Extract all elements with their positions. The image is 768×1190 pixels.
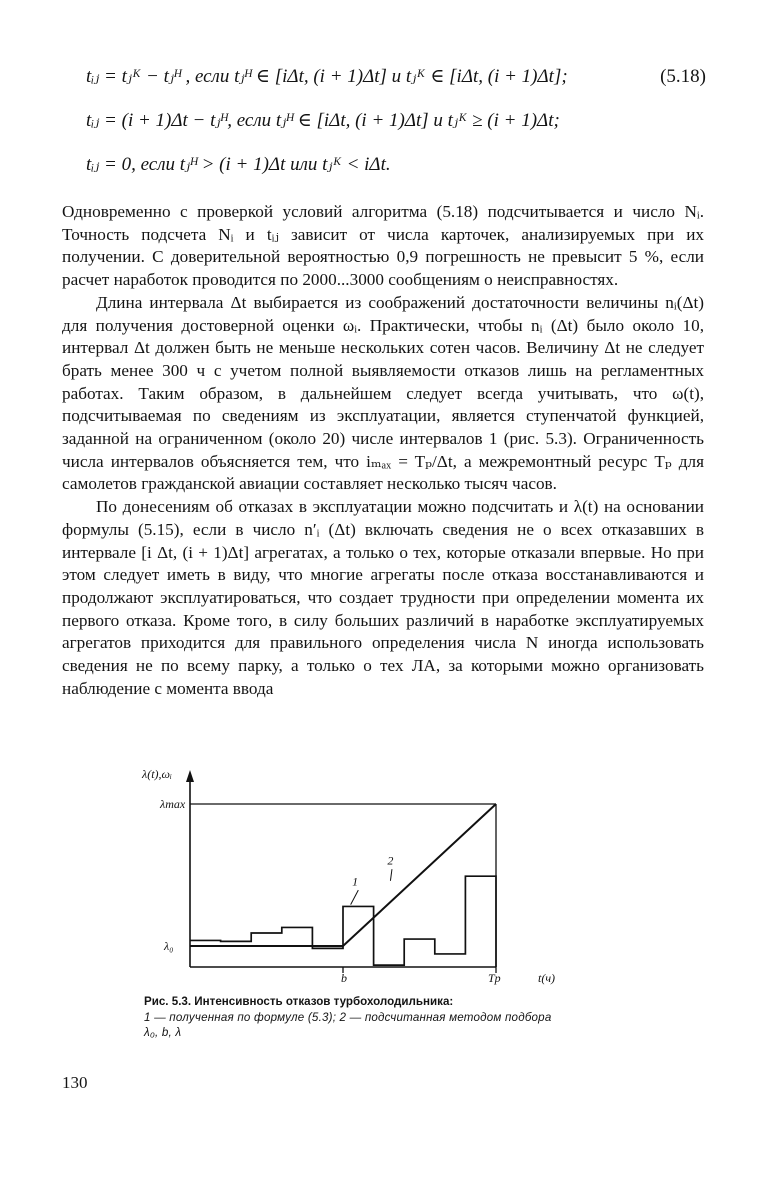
caption-legend-line: 1 — полученная по формуле (5.3); 2 — подсчитанная методом подбора [144, 1010, 552, 1024]
paragraph: Длина интервала Δt выбирается из соображений достаточности величины nᵢ(Δt) для получения достоверной оценки ωᵢ. Практически, чтобы nᵢ (Δt) было около 10, интервал Δt должен быть не меньше нескольких сотен часов. Величину Δt не следует брать менее 300 ч с учетом полной выявляемости отказов лишь на регламентных работах. Таким образом, в дальнейшем следует всегда учитывать, что ω(t), подсчитываемая по сведениям из эксплуатации, является ступенчатой функцией, заданной на ограниченном (около 20) числе интервалов 1 (рис. 5.3). Ограниченность числа интервалов объясняется тем, что iₘₐₓ = Tₚ/Δt, а межремонтный ресурс Tₚ для самолетов гражданской авиации составляет несколько тысяч часов. [62, 292, 704, 494]
curve-label-2: 2 [387, 853, 394, 868]
x-tick-label: Tp [488, 971, 501, 985]
equation-number: (5.18) [660, 66, 706, 87]
formula-row [86, 106, 706, 150]
curve-label-2-leader [390, 869, 392, 881]
formula-text: tᵢⱼ = tⱼᴷ − tⱼᴴ , если tⱼᴴ ∈ [iΔt, (i + 1)Δt] и tⱼᴷ ∈ [iΔt, (i + 1)Δt]; [86, 66, 568, 87]
y-tick-label: λ₀ [164, 939, 174, 954]
y-axis-arrow [186, 770, 194, 782]
page-number: 130 [62, 1073, 88, 1092]
formula-row [86, 150, 706, 194]
formula-text: tᵢⱼ = (i + 1)Δt − tⱼᴴ, если tⱼᴴ ∈ [iΔt, (i + 1)Δt] и tⱼᴷ ≥ (i + 1)Δt; [86, 110, 560, 131]
series-1-step-line [190, 876, 496, 967]
failure-rate-chart [140, 762, 600, 992]
figure-5-3 [140, 762, 600, 992]
paragraph: По донесениям об отказах в эксплуатации можно подсчитать и λ(t) на основании формулы (5.15), если в число n′ᵢ (Δt) включать сведения не о всех отказавших в интервале [i Δt, (i + 1)Δt] агрегатах, а только о тех, которые отказали впервые. Но при этом следует иметь в виду, что многие агрегаты после отказа восстанавливаются и продолжают эксплуатироваться, что создает трудности при определении момента их первого отказа. Кроме того, в силу больших различий в наработке эксплуатируемых агрегатов приходится для правильного определения числа N иногда использовать сведения не по всему парку, а только о тех ЛА, за которыми можно организовать наблюдение с момента ввода [62, 497, 704, 698]
y-axis-label: λ(t),ωᵢ [142, 767, 172, 781]
curve-label-1-leader [351, 890, 359, 904]
formula-text: tᵢⱼ = 0, если tⱼᴴ > (i + 1)Δt или tⱼᴷ < iΔt. [86, 154, 391, 175]
formula-block [86, 62, 706, 194]
x-axis-label: t(ч) [538, 971, 556, 985]
figure-caption [144, 994, 624, 1041]
formula-row [86, 62, 706, 106]
x-tick-label: b [341, 971, 347, 985]
y-tick-label: λmax [160, 797, 186, 811]
paragraph: Одновременно с проверкой условий алгоритма (5.18) подсчитывается и число Nᵢ. Точность подсчета Nᵢ и tᵢⱼ зависит от числа карточек, анализируемых при их получении. С доверительной вероятностью 0,9 погрешность не превысит 5 %, если расчет наработок проводится по 2000...3000 сообщениям о неисправностях. [62, 202, 704, 290]
caption-title: Рис. 5.3. Интенсивность отказов турбохолодильника: [144, 995, 454, 1008]
curve-label-1: 1 [352, 874, 359, 889]
caption-legend-line: λ₀, b, λ [144, 1026, 182, 1039]
body-text [62, 201, 704, 700]
